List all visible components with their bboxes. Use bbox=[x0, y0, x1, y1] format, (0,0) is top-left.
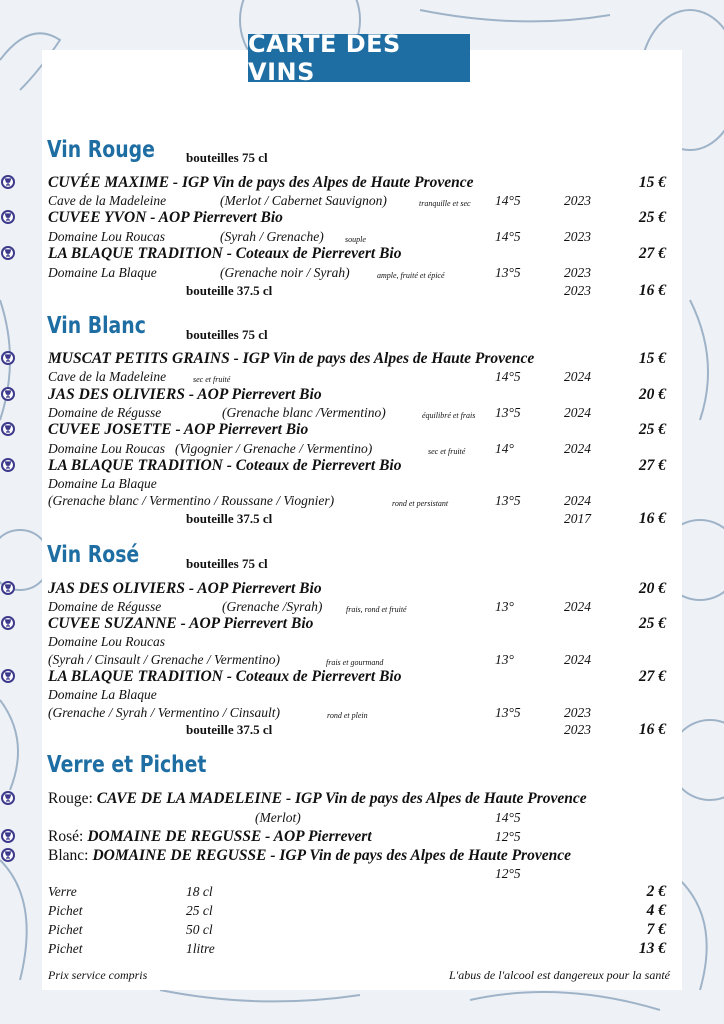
wine-glass-badge-icon bbox=[0, 386, 16, 402]
wine-domain: Domaine La Blaque bbox=[48, 476, 157, 491]
wine-row bbox=[0, 668, 724, 686]
wine-detail-row bbox=[0, 704, 724, 722]
wine-year: 2023 bbox=[564, 265, 591, 280]
half-bottle-label: bouteille 37.5 cl bbox=[186, 511, 273, 526]
carafe-degree: 12°5 bbox=[495, 866, 521, 881]
wine-detail-row bbox=[0, 686, 724, 704]
half-bottle-price: 16 € bbox=[638, 721, 666, 738]
half-bottle-price: 16 € bbox=[638, 510, 666, 527]
serving-volume: 18 cl bbox=[186, 884, 213, 899]
wine-detail-row bbox=[0, 598, 724, 616]
wine-glass-badge-icon bbox=[0, 580, 16, 596]
wine-grapes: (Grenache blanc / Vermentino / Roussane / Viognier) bbox=[48, 493, 335, 508]
carafe-detail-row bbox=[0, 809, 724, 827]
wine-domain: Domaine Lou Roucas bbox=[48, 441, 165, 456]
serving-price: 2 € bbox=[646, 883, 666, 900]
wine-domain: Domaine La Blaque bbox=[48, 265, 157, 280]
wine-glass-badge-icon bbox=[0, 421, 16, 437]
wine-price: 20 € bbox=[638, 580, 666, 597]
wine-domain: Cave de la Madeleine bbox=[48, 369, 167, 384]
section-heading-verre: Verre et Pichet bbox=[47, 752, 207, 778]
wine-name: JAS DES OLIVIERS - AOP Pierrevert Bio bbox=[48, 580, 322, 597]
wine-domain: Domaine de Régusse bbox=[48, 405, 162, 420]
wine-tasting-note: frais, rond et fruité bbox=[346, 605, 407, 614]
carafe-wine-name: DOMAINE DE REGUSSE - AOP Pierrevert bbox=[87, 828, 372, 845]
wine-tasting-note: rond et persistant bbox=[392, 499, 449, 508]
serving-volume: 1litre bbox=[186, 941, 215, 956]
wine-tasting-note: sec et fruité bbox=[428, 447, 466, 456]
half-bottle-row bbox=[0, 721, 724, 739]
section-heading-rouge: Vin Rouge bbox=[47, 137, 155, 163]
wine-grapes: (Grenache noir / Syrah) bbox=[220, 265, 350, 280]
wine-tasting-note: équilibré et frais bbox=[422, 411, 476, 420]
page-title: CARTE DES VINS bbox=[248, 34, 470, 82]
wine-degree: 14° bbox=[495, 441, 514, 456]
footer bbox=[0, 966, 724, 984]
wine-tasting-note: rond et plein bbox=[327, 711, 368, 720]
wine-year: 2024 bbox=[564, 599, 591, 614]
wine-price: 20 € bbox=[638, 386, 666, 403]
wine-row bbox=[0, 615, 724, 633]
wine-detail-row bbox=[0, 228, 724, 246]
wine-detail-row bbox=[0, 192, 724, 210]
wine-price: 27 € bbox=[638, 457, 666, 474]
wine-year: 2024 bbox=[564, 652, 591, 667]
wine-row bbox=[0, 457, 724, 475]
half-bottle-row bbox=[0, 282, 724, 300]
wine-degree: 13° bbox=[495, 599, 514, 614]
wine-name: CUVÉE MAXIME - IGP Vin de pays des Alpes de Haute Provence bbox=[48, 174, 474, 191]
wine-domain: Cave de la Madeleine bbox=[48, 193, 167, 208]
serving-size-row bbox=[0, 883, 724, 901]
wine-name: CUVEE SUZANNE - AOP Pierrevert Bio bbox=[48, 615, 314, 632]
wine-row bbox=[0, 350, 724, 368]
wine-price: 25 € bbox=[638, 421, 666, 438]
carafe-degree: 14°5 bbox=[495, 810, 521, 825]
carafe-detail-row bbox=[0, 865, 724, 883]
carafe-wine-name: CAVE DE LA MADELEINE - IGP Vin de pays des Alpes de Haute Provence bbox=[96, 790, 587, 807]
wine-tasting-note: frais et gourmand bbox=[326, 658, 384, 667]
wine-row bbox=[0, 245, 724, 263]
half-bottle-year: 2017 bbox=[564, 511, 591, 526]
wine-domain: Domaine Lou Roucas bbox=[48, 229, 165, 244]
wine-name: LA BLAQUE TRADITION - Coteaux de Pierrevert Bio bbox=[48, 245, 402, 262]
wine-degree: 13°5 bbox=[495, 493, 521, 508]
footer-health-warning: L'abus de l'alcool est dangereux pour la santé bbox=[449, 968, 670, 982]
wine-degree: 14°5 bbox=[495, 229, 521, 244]
wine-detail-row bbox=[0, 368, 724, 386]
section-heading-rose: Vin Rosé bbox=[47, 542, 140, 568]
wine-price: 25 € bbox=[638, 209, 666, 226]
wine-grapes: (Syrah / Cinsault / Grenache / Vermentino) bbox=[48, 652, 280, 667]
wine-glass-badge-icon bbox=[0, 790, 16, 806]
carafe-wine-row bbox=[0, 790, 724, 808]
wine-tasting-note: tranquille et sec bbox=[419, 199, 471, 208]
bottle-size-label: bouteilles 75 cl bbox=[186, 327, 268, 342]
wine-detail-row bbox=[0, 264, 724, 282]
wine-year: 2024 bbox=[564, 493, 591, 508]
carafe-grapes: (Merlot) bbox=[255, 810, 301, 825]
wine-glass-badge-icon bbox=[0, 209, 16, 225]
carafe-wine-row bbox=[0, 847, 724, 865]
wine-tasting-note: ample, fruité et épicé bbox=[377, 271, 445, 280]
serving-label: Verre bbox=[48, 884, 77, 899]
wine-domain: Domaine Lou Roucas bbox=[48, 634, 165, 649]
wine-year: 2023 bbox=[564, 193, 591, 208]
wine-grapes: (Grenache / Syrah / Vermentino / Cinsault) bbox=[48, 705, 280, 720]
wine-grapes: (Merlot / Cabernet Sauvignon) bbox=[220, 193, 387, 208]
wine-row bbox=[0, 421, 724, 439]
wine-row bbox=[0, 209, 724, 227]
half-bottle-year: 2023 bbox=[564, 283, 591, 298]
carafe-color: Blanc: bbox=[48, 847, 89, 864]
wine-glass-badge-icon bbox=[0, 828, 16, 844]
wine-tasting-note: souple bbox=[345, 235, 366, 244]
carafe-color: Rosé: bbox=[48, 828, 84, 845]
wine-grapes: (Grenache blanc /Vermentino) bbox=[222, 405, 386, 420]
wine-degree: 13°5 bbox=[495, 705, 521, 720]
serving-label: Pichet bbox=[48, 941, 83, 956]
wine-glass-badge-icon bbox=[0, 847, 16, 863]
wine-tasting-note: sec et fruité bbox=[193, 375, 231, 384]
wine-price: 15 € bbox=[638, 174, 666, 191]
wine-detail-row bbox=[0, 475, 724, 493]
wine-grapes: (Grenache /Syrah) bbox=[222, 599, 323, 614]
wine-name: MUSCAT PETITS GRAINS - IGP Vin de pays des Alpes de Haute Provence bbox=[48, 350, 535, 367]
wine-glass-badge-icon bbox=[0, 457, 16, 473]
wine-detail-row bbox=[0, 492, 724, 510]
wine-year: 2023 bbox=[564, 705, 591, 720]
wine-year: 2024 bbox=[564, 405, 591, 420]
wine-degree: 13° bbox=[495, 652, 514, 667]
serving-volume: 50 cl bbox=[186, 922, 213, 937]
serving-size-row bbox=[0, 940, 724, 958]
section-heading-blanc: Vin Blanc bbox=[47, 313, 146, 339]
carafe-wine-name: DOMAINE DE REGUSSE - IGP Vin de pays des Alpes de Haute Provence bbox=[92, 847, 571, 864]
wine-degree: 14°5 bbox=[495, 193, 521, 208]
wine-name: LA BLAQUE TRADITION - Coteaux de Pierrevert Bio bbox=[48, 457, 402, 474]
serving-label: Pichet bbox=[48, 922, 83, 937]
wine-name: JAS DES OLIVIERS - AOP Pierrevert Bio bbox=[48, 386, 322, 403]
wine-price: 27 € bbox=[638, 668, 666, 685]
wine-glass-badge-icon bbox=[0, 350, 16, 366]
wine-grapes: (Vigognier / Grenache / Vermentino) bbox=[175, 441, 373, 456]
wine-degree: 13°5 bbox=[495, 405, 521, 420]
carafe-degree: 12°5 bbox=[495, 829, 521, 844]
wine-detail-row bbox=[0, 651, 724, 669]
half-bottle-year: 2023 bbox=[564, 722, 591, 737]
serving-label: Pichet bbox=[48, 903, 83, 918]
half-bottle-price: 16 € bbox=[638, 282, 666, 299]
serving-volume: 25 cl bbox=[186, 903, 213, 918]
wine-glass-badge-icon bbox=[0, 615, 16, 631]
wine-detail-row bbox=[0, 633, 724, 651]
wine-glass-badge-icon bbox=[0, 668, 16, 684]
serving-size-row bbox=[0, 902, 724, 920]
footer-service-note: Prix service compris bbox=[48, 968, 148, 982]
wine-row bbox=[0, 386, 724, 404]
bottle-size-label: bouteilles 75 cl bbox=[186, 556, 268, 571]
wine-detail-row bbox=[0, 440, 724, 458]
wine-name: LA BLAQUE TRADITION - Coteaux de Pierrevert Bio bbox=[48, 668, 402, 685]
wine-row bbox=[0, 580, 724, 598]
wine-glass-badge-icon bbox=[0, 245, 16, 261]
half-bottle-label: bouteille 37.5 cl bbox=[186, 722, 273, 737]
wine-row bbox=[0, 174, 724, 192]
wine-year: 2024 bbox=[564, 369, 591, 384]
serving-price: 13 € bbox=[638, 940, 666, 957]
bottle-size-label: bouteilles 75 cl bbox=[186, 150, 268, 165]
serving-price: 4 € bbox=[646, 902, 666, 919]
wine-name: CUVEE YVON - AOP Pierrevert Bio bbox=[48, 209, 283, 226]
wine-price: 27 € bbox=[638, 245, 666, 262]
wine-year: 2024 bbox=[564, 441, 591, 456]
wine-price: 15 € bbox=[638, 350, 666, 367]
wine-domain: Domaine La Blaque bbox=[48, 687, 157, 702]
serving-size-row bbox=[0, 921, 724, 939]
wine-price: 25 € bbox=[638, 615, 666, 632]
carafe-wine-row bbox=[0, 828, 724, 846]
wine-name: CUVEE JOSETTE - AOP Pierrevert Bio bbox=[48, 421, 309, 438]
half-bottle-row bbox=[0, 510, 724, 528]
serving-price: 7 € bbox=[646, 921, 666, 938]
wine-year: 2023 bbox=[564, 229, 591, 244]
wine-degree: 13°5 bbox=[495, 265, 521, 280]
half-bottle-label: bouteille 37.5 cl bbox=[186, 283, 273, 298]
wine-domain: Domaine de Régusse bbox=[48, 599, 162, 614]
wine-grapes: (Syrah / Grenache) bbox=[220, 229, 324, 244]
wine-glass-badge-icon bbox=[0, 174, 16, 190]
carafe-color: Rouge: bbox=[48, 790, 93, 807]
wine-detail-row bbox=[0, 404, 724, 422]
wine-degree: 14°5 bbox=[495, 369, 521, 384]
